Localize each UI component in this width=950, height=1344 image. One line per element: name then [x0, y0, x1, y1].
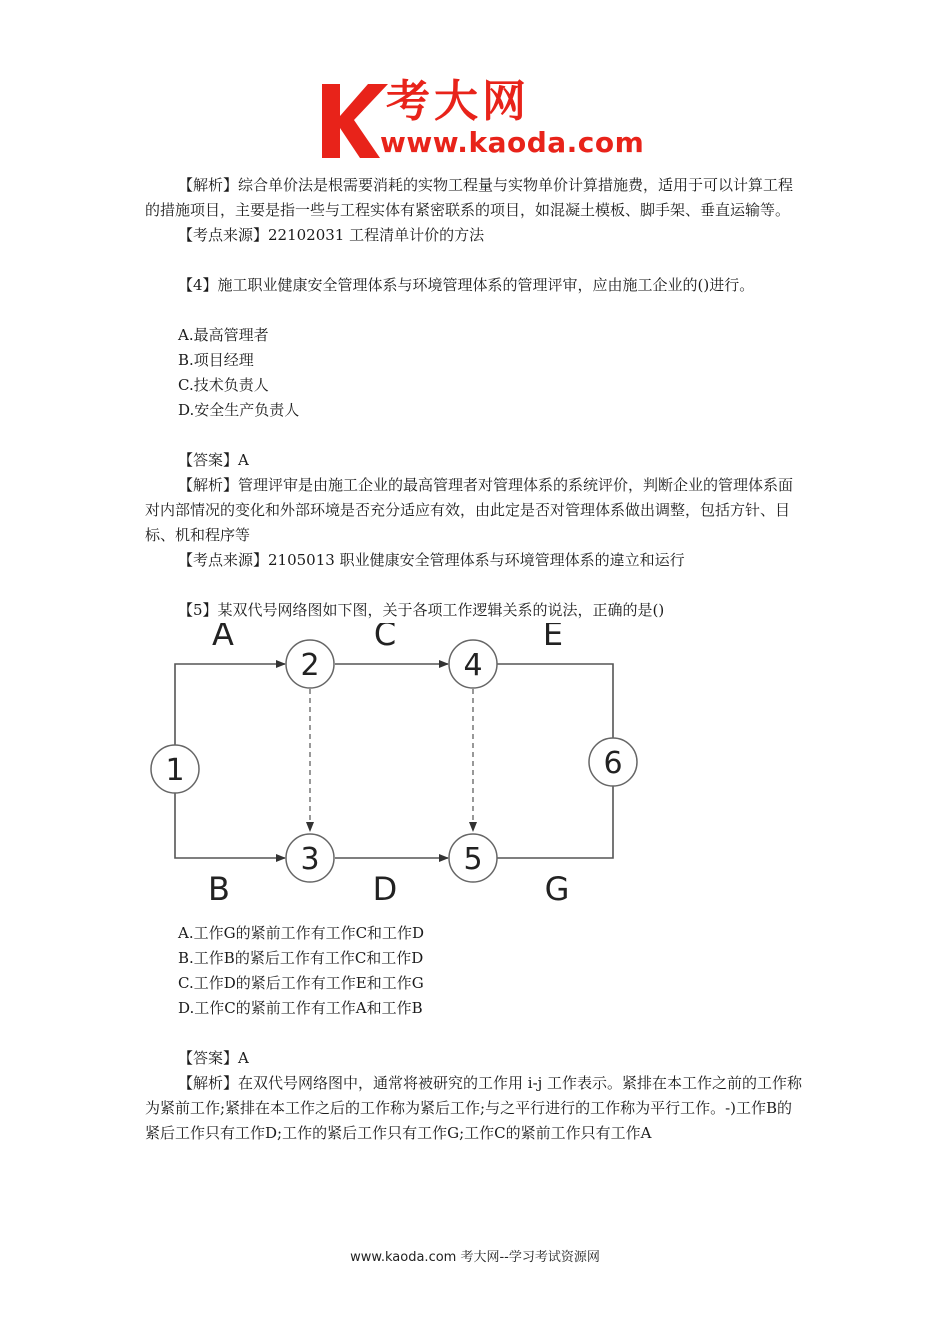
logo-chinese-text: 考大网	[386, 76, 530, 127]
network-diagram	[145, 623, 807, 921]
q5-question: 【5】某双代号网络图如下图，关于各项工作逻辑关系的说法，正确的是()	[178, 601, 665, 619]
node-3-label: 3	[300, 842, 320, 877]
activity-e-label: E	[542, 623, 564, 653]
q3-analysis: 【解析】综合单价法是根需要消耗的实物工程量与实物单价计算措施费，适用于可以计算工程的措施项目，主要是指一些与工程实体有紧密联系的项目，如混凝土模板、脚手架、垂直运输等。	[145, 176, 794, 219]
logo-url-text: www.kaoda.com	[380, 126, 645, 159]
q4-question: 【4】施工职业健康安全管理体系与环境管理体系的管理评审，应由施工企业的()进行。	[178, 276, 755, 294]
q4-analysis: 【解析】管理评审是由施工企业的最高管理者对管理体系的系统评价，判断企业的管理体系面对内部情况的变化和外部环境是否充分适应有效，由此定是否对管理体系做出调整，包括方针、目标、机和程序等	[145, 476, 794, 544]
q5-option-b: B.工作B的紧后工作有工作C和工作D	[178, 949, 424, 967]
q4-source: 【考点来源】2105013 职业健康安全管理体系与环境管理体系的違立和运行	[178, 551, 685, 569]
q3-source: 【考点来源】22102031 工程清单计价的方法	[178, 226, 485, 244]
q4-option-c: C.技术负责人	[178, 376, 269, 394]
activity-g-label: G	[544, 870, 570, 908]
q5-option-a: A.工作G的紧前工作有工作C和工作D	[178, 924, 425, 942]
node-5-label: 5	[463, 842, 483, 877]
q5-answer: 【答案】A	[178, 1049, 249, 1067]
q5-analysis: 【解析】在双代号网络图中，通常将被研究的工作用 i-j 工作表示。紧排在本工作之前的工作称为紧前工作;紧排在本工作之后的工作称为紧后工作;与之平行进行的工作称为平行工作。-)工作B的紧后工作只有工作D;工作的紧后工作只有工作G;工作C的紧前工作只有工作A	[145, 1074, 803, 1142]
q4-option-d: D.安全生产负责人	[178, 401, 300, 419]
q5-option-d: D.工作C的紧前工作有工作A和工作B	[178, 999, 423, 1017]
node-2-label: 2	[300, 648, 320, 683]
activity-a-label: A	[212, 623, 234, 653]
document-body	[145, 173, 807, 1146]
activity-d-label: D	[372, 870, 398, 908]
node-1-label: 1	[165, 753, 185, 788]
edge-a	[175, 664, 285, 745]
node-6-label: 6	[603, 746, 623, 781]
q4-option-a: A.最高管理者	[178, 326, 269, 344]
edge-b	[175, 793, 285, 858]
q5-option-c: C.工作D的紧后工作有工作E和工作G	[178, 974, 424, 992]
edge-e	[497, 664, 613, 739]
q4-answer: 【答案】A	[178, 451, 249, 469]
activity-b-label: B	[208, 870, 230, 908]
q4-option-b: B.项目经理	[178, 351, 254, 369]
page-footer: www.kaoda.com 考大网--学习考试资源网	[350, 1250, 600, 1265]
kaoda-logo	[318, 76, 648, 162]
node-4-label: 4	[463, 648, 483, 683]
edge-g	[497, 785, 613, 858]
activity-c-label: C	[373, 623, 397, 653]
